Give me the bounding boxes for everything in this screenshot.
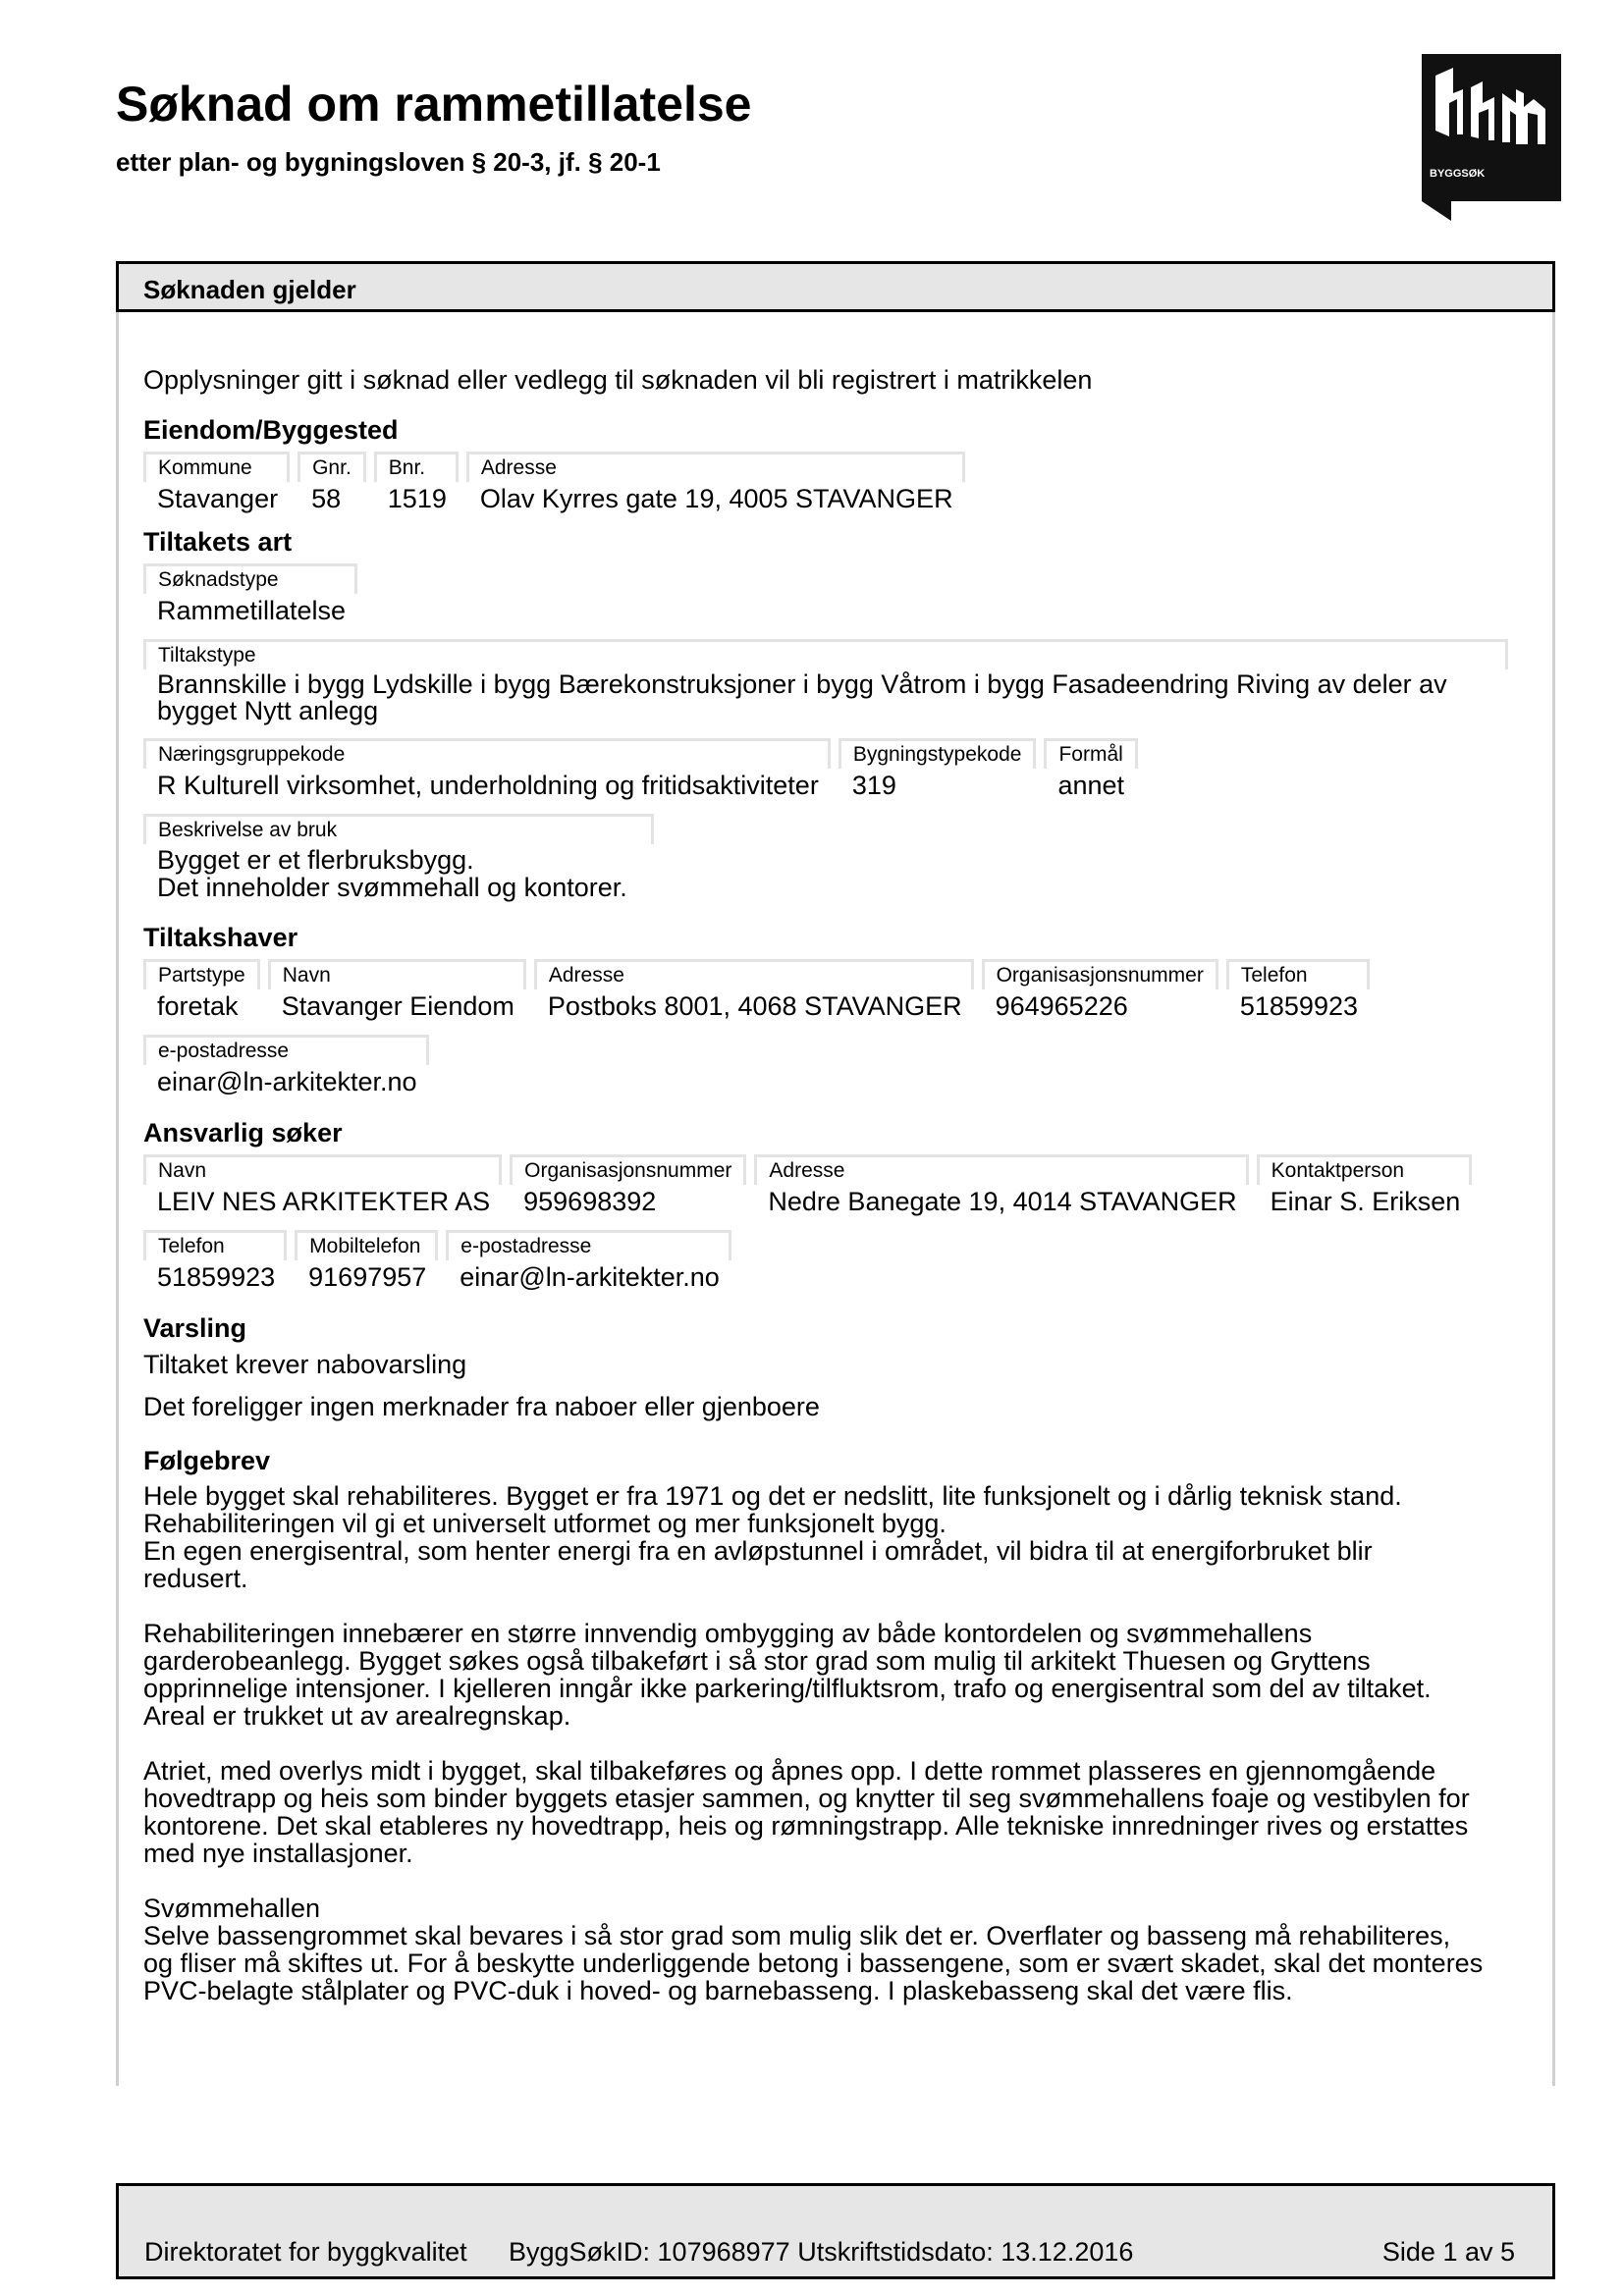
field-bruk (143, 814, 654, 901)
label-soknadstype: Søknadstype (143, 563, 357, 594)
heading-tiltak: Tiltakets art (143, 527, 293, 557)
footer-org: Direktoratet for byggkvalitet (144, 2237, 467, 2267)
value-bruk: Bygget er et flerbruksbygg. Det inneholder svømmehall og kontorer. (157, 845, 627, 902)
field-naering (143, 738, 831, 800)
tiltakstype-row (143, 639, 1538, 724)
value-gnr: 58 (311, 484, 342, 513)
field-s-telefon (143, 1230, 287, 1292)
heading-soker: Ansvarlig søker (143, 1118, 343, 1148)
folgebrev-p1: Hele bygget skal rehabiliteres. Bygget er fra 1971 og det er nedslitt, lite funksjonelt og i dårlig teknisk stand. Rehabiliteringen vil gi et universelt utformet og mer funksjonelt bygg. En egen energisentral, som henter energi fra en avløpstunnel i området, vil bidra til at energiforbruket blir redusert. (143, 1481, 1402, 1593)
section-title: Søknaden gjelder (143, 275, 356, 304)
value-s-navn: LEIV NES ARKITEKTER AS (157, 1187, 491, 1216)
field-tiltakstype (143, 639, 1508, 724)
label-bnr: Bnr. (374, 452, 459, 482)
label-kommune: Kommune (143, 452, 290, 482)
byggsok-logo (1422, 54, 1561, 221)
folgebrev-p4: Svømmehallen Selve bassengrommet skal bevares i så stor grad som mulig slik det er. Overflater og basseng må rehabiliteres, og fliser må skiftes ut. For å beskytte underliggende betong i bassengene, som er svært skadet, skal det monteres PVC-belagte stålplater og PVC-duk i hoved- og barnebasseng. I plaskebasseng skal det være flis. (143, 1894, 1484, 2005)
label-s-mobil: Mobiltelefon (295, 1230, 438, 1260)
folgebrev-p3: Atriet, med overlys midt i bygget, skal tilbakeføres og åpnes opp. I dette rommet plasseres en gjennomgående hovedtrapp og heis som binder byggets etasjer sammen, og knytter til seg svømmehallens foaje og vestibylen for kontorene. Det skal etableres ny hovedtrapp, heis og rømningstrapp. Alle tekniske innredninger rives og erstattes med nye installasjoner. (143, 1756, 1470, 1868)
value-s-mobil: 91697957 (308, 1262, 427, 1292)
value-formal: annet (1057, 771, 1125, 800)
value-s-epost: einar@ln-arkitekter.no (460, 1262, 720, 1292)
naering-row (143, 738, 1538, 800)
label-partstype: Partstype (143, 959, 260, 989)
page-subtitle: etter plan- og bygningsloven § 20-3, jf. § 20-1 (116, 147, 661, 177)
heading-folgebrev: Følgebrev (143, 1446, 271, 1475)
value-adresse: Olav Kyrres gate 19, 4005 STAVANGER (479, 484, 953, 513)
soknadstype-row (143, 563, 1538, 625)
field-bnr (374, 452, 459, 513)
soker-row (143, 1154, 1538, 1216)
logo-text: BYGGSØK (1430, 168, 1486, 180)
label-bygningstype: Bygningstypekode (839, 738, 1037, 769)
field-gnr (298, 452, 366, 513)
value-s-kontakt: Einar S. Eriksen (1270, 1187, 1461, 1216)
label-th-navn: Navn (268, 959, 526, 989)
field-s-navn (143, 1154, 502, 1216)
value-tiltakstype: Brannskille i bygg Lydskille i bygg Bærekonstruksjoner i bygg Våtrom i bygg Fasadeendring Riving av deler av bygget Nytt anlegg (157, 669, 1447, 725)
field-s-mobil (295, 1230, 438, 1292)
field-s-org (510, 1154, 746, 1216)
heading-eiendom: Eiendom/Byggested (143, 415, 399, 445)
page-footer (116, 2183, 1555, 2279)
page-title: Søknad om rammetillatelse (116, 77, 752, 132)
field-soknadstype (143, 563, 357, 625)
value-th-telefon: 51859923 (1239, 991, 1358, 1021)
value-th-navn: Stavanger Eiendom (281, 991, 514, 1021)
eiendom-row (143, 452, 1538, 513)
footer-page: Side 1 av 5 (1381, 2237, 1515, 2267)
field-bygningstype (839, 738, 1037, 800)
value-th-org: 964965226 (995, 991, 1128, 1021)
heading-tiltakshaver: Tiltakshaver (143, 923, 298, 952)
tiltakshaver-epost-row (143, 1035, 1538, 1096)
field-th-adresse (534, 959, 974, 1021)
heading-varsling: Varsling (143, 1313, 247, 1343)
footer-info: ByggSøkID: 107968977 Utskriftstidsdato: 13.12.2016 (509, 2237, 1134, 2267)
label-s-telefon: Telefon (143, 1230, 287, 1260)
varsling-line1: Tiltaket krever nabovarsling (143, 1350, 467, 1379)
label-adresse: Adresse (466, 452, 965, 482)
label-formal: Formål (1044, 738, 1137, 769)
label-th-org: Organisasjonsnummer (982, 959, 1218, 989)
bruk-row (143, 814, 1538, 901)
tiltakshaver-row (143, 959, 1538, 1021)
field-formal (1044, 738, 1137, 800)
label-s-org: Organisasjonsnummer (510, 1154, 746, 1185)
label-s-navn: Navn (143, 1154, 502, 1185)
value-soknadstype: Rammetillatelse (157, 596, 347, 625)
value-naering: R Kulturell virksomhet, underholdning og fritidsaktiviteter (157, 771, 819, 800)
value-s-adresse: Nedre Banegate 19, 4014 STAVANGER (768, 1187, 1237, 1216)
value-bygningstype: 319 (851, 771, 896, 800)
value-kommune: Stavanger (157, 484, 279, 513)
field-s-kontakt (1257, 1154, 1473, 1216)
label-naering: Næringsgruppekode (143, 738, 831, 769)
field-s-epost (446, 1230, 731, 1292)
label-gnr: Gnr. (298, 452, 366, 482)
label-s-kontakt: Kontaktperson (1257, 1154, 1473, 1185)
label-th-adresse: Adresse (534, 959, 974, 989)
field-th-org (982, 959, 1218, 1021)
section-header (116, 261, 1555, 312)
label-tiltakstype: Tiltakstype (143, 639, 1508, 669)
value-partstype: foretak (157, 991, 239, 1021)
field-th-epost (143, 1035, 429, 1096)
label-th-epost: e-postadresse (143, 1035, 429, 1065)
label-th-telefon: Telefon (1226, 959, 1370, 989)
field-adresse (466, 452, 965, 513)
value-s-telefon: 51859923 (157, 1262, 276, 1292)
field-th-telefon (1226, 959, 1370, 1021)
field-partstype (143, 959, 260, 1021)
label-s-adresse: Adresse (754, 1154, 1248, 1185)
field-kommune (143, 452, 290, 513)
value-th-epost: einar@ln-arkitekter.no (157, 1067, 417, 1096)
folgebrev-p2: Rehabiliteringen innebærer en større innvendig ombygging av både kontordelen og svømmehallens garderobeanlegg. Bygget søkes også tilbakeført i så stor grad som mulig til arkitekt Thuesen og Gryttens opprinnelige intensjoner. I kjelleren inngår ikke parkering/tilfluktsrom, trafo og energisentral som del av tiltaket. Areal er trukket ut av arealregnskap. (143, 1619, 1432, 1731)
value-s-org: 959698392 (523, 1187, 657, 1216)
field-s-adresse (754, 1154, 1248, 1216)
varsling-line2: Det foreligger ingen merknader fra naboer eller gjenboere (143, 1392, 820, 1421)
soker-contact-row (143, 1230, 1538, 1292)
form-content (143, 365, 1538, 2032)
value-th-adresse: Postboks 8001, 4068 STAVANGER (547, 991, 962, 1021)
intro-text: Opplysninger gitt i søknad eller vedlegg til søknaden vil bli registrert i matrikkelen (143, 365, 1093, 395)
label-s-epost: e-postadresse (446, 1230, 731, 1260)
field-th-navn (268, 959, 526, 1021)
value-bnr: 1519 (387, 484, 447, 513)
label-bruk: Beskrivelse av bruk (143, 814, 654, 844)
